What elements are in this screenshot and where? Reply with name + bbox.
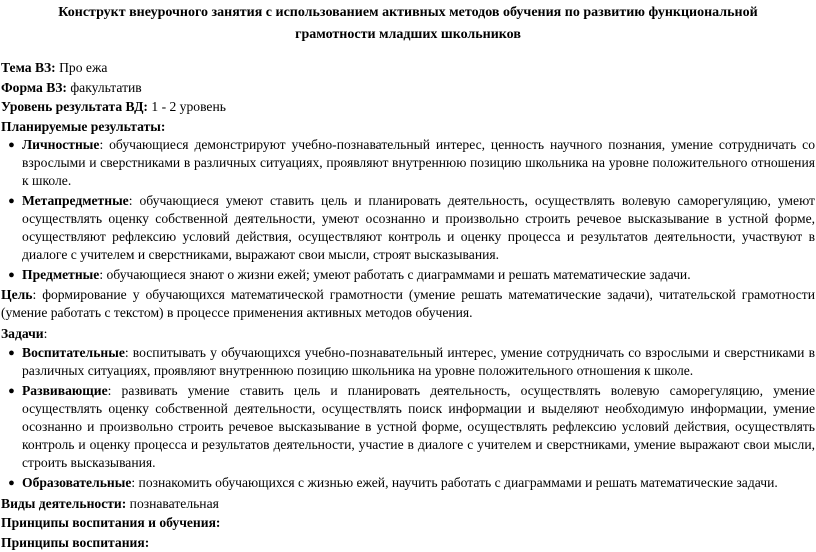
principles-heading: Принципы воспитания и обучения: bbox=[1, 513, 815, 533]
planned-results-heading: Планируемые результаты: bbox=[1, 117, 815, 137]
list-item-text: : воспитывать у обучающихся учебно-познавательный интерес, умение сотрудничать со взрослыми и сверстниками в различных ситуациях, проявляют внутреннюю позицию школьника на уровне положительного отношения к школе. bbox=[22, 345, 815, 378]
list-item bbox=[1, 382, 815, 472]
goal-paragraph bbox=[1, 286, 815, 322]
bullet-icon: ● bbox=[1, 344, 22, 380]
form-value: факультатив bbox=[67, 80, 142, 95]
level-value: 1 - 2 уровень bbox=[148, 99, 226, 114]
list-item bbox=[1, 192, 815, 264]
list-item-term: Метапредметные bbox=[22, 193, 129, 208]
form-line bbox=[1, 78, 815, 98]
topic-line bbox=[1, 58, 815, 78]
list-item-term: Предметные bbox=[22, 267, 99, 282]
activities-value: познавательная bbox=[126, 496, 219, 511]
topic-value: Про ежа bbox=[56, 60, 108, 75]
level-label: Уровень результата ВД: bbox=[1, 99, 148, 114]
list-item bbox=[1, 136, 815, 190]
bullet-icon: ● bbox=[1, 266, 22, 284]
activities-line bbox=[1, 494, 815, 514]
list-item-text: : обучающиеся демонстрируют учебно-познавательный интерес, ценность научного познания, умение сотрудничать со взрослыми и сверстниками в различных ситуациях, проявляют внутреннюю позицию школьника на уровне положительного отношения к школе. bbox=[22, 137, 815, 188]
list-item-term: Развивающие bbox=[22, 383, 108, 398]
list-item bbox=[1, 474, 815, 492]
list-item-text: : развивать умение ставить цель и планировать деятельность, осуществлять волевую саморегуляцию, умение осуществлять оценку собственной деятельности, осуществлять поиск информации и выделяют необходимую информации, умение осознанно и произвольно строить речевое высказывание в устной форме, осуществлять рефлексию условий действия, осуществлять контроль и оценку процесса и результатов деятельности, участие в диалоге с учителем и сверстниками, умение выражают свои мысли, строить высказывания. bbox=[22, 383, 815, 470]
list-item-term: Личностные bbox=[22, 137, 99, 152]
level-line bbox=[1, 97, 815, 117]
topic-label: Тема ВЗ: bbox=[1, 60, 56, 75]
tasks-heading-line bbox=[1, 324, 815, 344]
goal-text: : формирование у обучающихся математической грамотности (умение решать математические задачи), читательской грамотности (умение работать с текстом) в процессе применения активных методов обучения. bbox=[1, 287, 815, 320]
bullet-icon: ● bbox=[1, 136, 22, 190]
form-label: Форма ВЗ: bbox=[1, 80, 67, 95]
list-item-text: : обучающиеся знают о жизни ежей; умеют работать с диаграммами и решать математические задачи. bbox=[99, 267, 690, 282]
bullet-icon: ● bbox=[1, 474, 22, 492]
list-item-text: : обучающиеся умеют ставить цель и планировать деятельность, осуществлять волевую саморегуляцию, умеют осуществлять оценку собственной деятельности, умеют осознанно и произвольно строить речевое высказывание в устной форме, осуществляют рефлексию условий действия, осуществляют контроль и оценку процесса и результатов деятельности, участвуют в диалоге с учителем и сверстниками, выражают свои мысли, строят высказывания. bbox=[22, 193, 815, 262]
tasks-colon: : bbox=[44, 326, 48, 341]
goal-label: Цель bbox=[1, 287, 32, 302]
list-item bbox=[1, 266, 815, 284]
list-item-term: Образовательные bbox=[22, 475, 131, 490]
list-item-term: Воспитательные bbox=[22, 345, 125, 360]
list-item bbox=[1, 344, 815, 380]
activities-label: Виды деятельности: bbox=[1, 496, 126, 511]
upbringing-heading: Принципы воспитания: bbox=[1, 533, 815, 552]
bullet-icon: ● bbox=[1, 192, 22, 264]
tasks-heading: Задачи bbox=[1, 326, 44, 341]
bullet-icon: ● bbox=[1, 382, 22, 472]
document-title: Конструкт внеурочного занятия с использованием активных методов обучения по развитию функциональной грамотности младших школьников bbox=[1, 2, 815, 46]
list-item-text: : познакомить обучающихся с жизнью ежей, научить работать с диаграммами и решать математические задачи. bbox=[131, 475, 777, 490]
